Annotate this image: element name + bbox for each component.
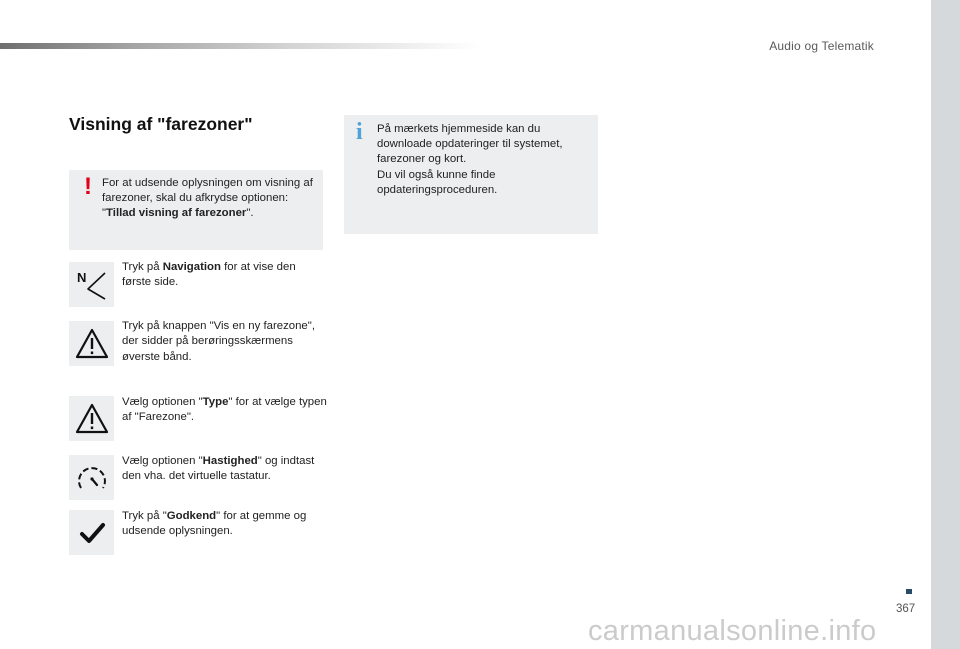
- checkmark-icon: [69, 510, 114, 555]
- svg-text:N: N: [76, 269, 86, 285]
- info-icon: i: [356, 119, 363, 145]
- warning-triangle-icon: [69, 321, 114, 366]
- warning-text: For at udsende oplysningen om visning af farezoner, skal du afkrydse optionen: "Tillad visning af farezoner".: [102, 177, 313, 220]
- step-5-text: Tryk på "Godkend" for at gemme og udsende oplysningen.: [122, 510, 307, 538]
- step-3-text: Vælg optionen "Type" for at vælge typen af "Farezone".: [122, 396, 327, 424]
- step-4-text: Vælg optionen "Hastighed" og indtast den vha. det virtuelle tastatur.: [122, 455, 315, 483]
- warning-text-bold: Tillad visning af farezoner: [106, 207, 247, 220]
- warning-icon: !: [84, 173, 92, 200]
- watermark: carmanualsonline.info: [588, 615, 877, 647]
- step-2-text: Tryk på knappen "Vis en ny farezone", der sidder på berøringsskærmens øverste bånd.: [122, 320, 315, 363]
- side-strip: [931, 0, 960, 649]
- page-number: 367: [896, 603, 916, 615]
- warning-triangle-icon: [69, 396, 114, 441]
- header-gradient-bar: [0, 43, 480, 49]
- page-marker: [906, 589, 912, 594]
- info-text: På mærkets hjemmeside kan du downloade opdateringer til systemet, farezoner og kort. Du vil også kunne finde opdateringsproceduren.: [377, 123, 563, 196]
- speedometer-icon: [69, 455, 114, 500]
- page-title: Visning af "farezoner": [69, 114, 253, 134]
- navigation-icon: [69, 262, 114, 307]
- section-title: Audio og Telematik: [769, 39, 874, 53]
- step-1-text: Tryk på Navigation for at vise den første side.: [122, 261, 296, 289]
